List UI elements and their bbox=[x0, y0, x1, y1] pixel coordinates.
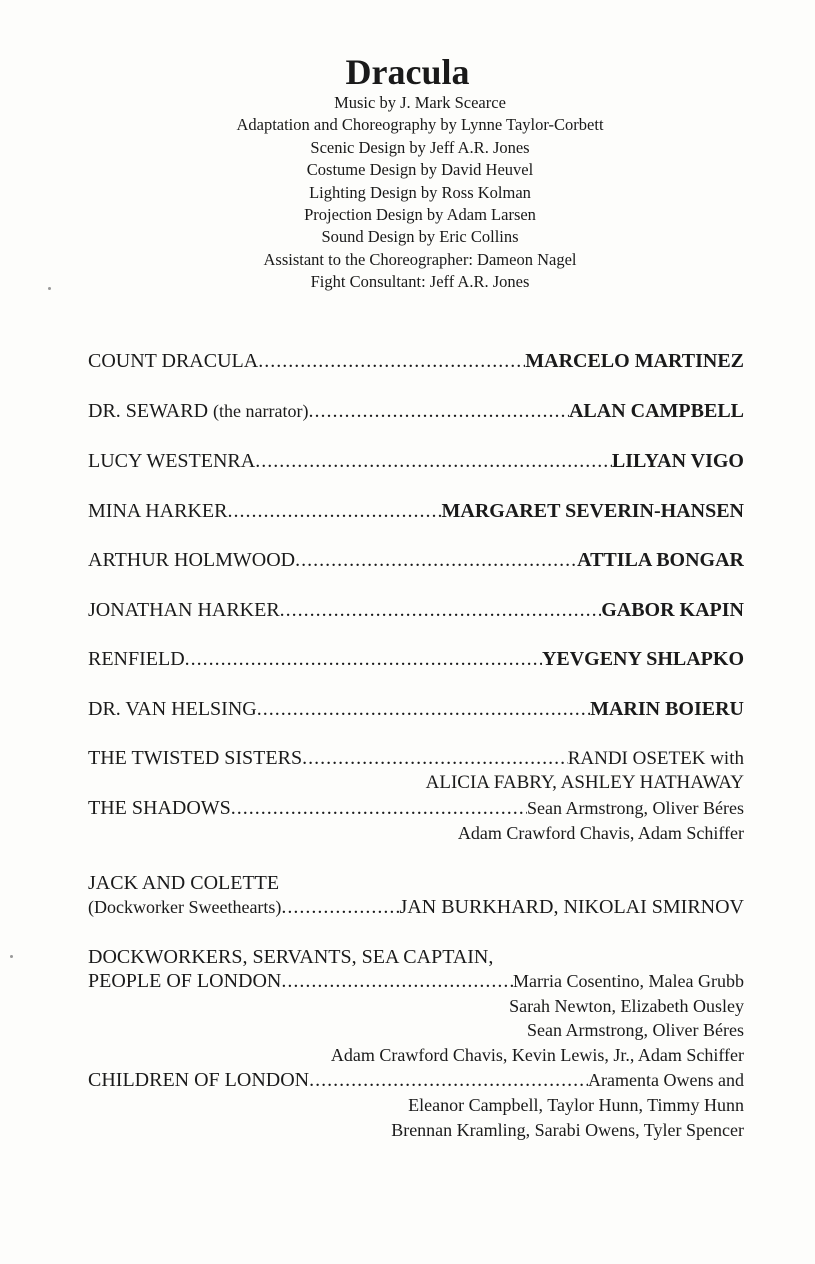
leader-dots bbox=[295, 549, 577, 572]
cast-actor: MARCELO MARTINEZ bbox=[525, 350, 744, 372]
leader-dots bbox=[231, 797, 527, 820]
credit-line: Fight Consultant: Jeff A.R. Jones bbox=[310, 272, 530, 292]
cast-role: JONATHAN HARKER bbox=[88, 599, 280, 621]
leader-dots bbox=[255, 450, 612, 473]
leader-dots bbox=[258, 350, 525, 373]
credit-line: Adaptation and Choreography by Lynne Taylor-Corbett bbox=[236, 115, 604, 135]
cast-row-shadows bbox=[88, 797, 744, 823]
cast-actor-continued: Adam Crawford Chavis, Kevin Lewis, Jr., Adam Schiffer bbox=[330, 1045, 744, 1065]
cast-row bbox=[88, 500, 744, 526]
cast-actor: YEVGENY SHLAPKO bbox=[541, 648, 744, 670]
cast-row bbox=[88, 400, 744, 426]
cast-row bbox=[88, 648, 744, 674]
cast-role: ARTHUR HOLMWOOD bbox=[88, 549, 296, 571]
cast-role: MINA HARKER bbox=[88, 500, 228, 522]
cast-row-twisted-sisters bbox=[88, 747, 744, 773]
cast-row bbox=[88, 450, 744, 476]
cast-actor: JAN BURKHARD, NIKOLAI SMIRNOV bbox=[399, 896, 744, 918]
scan-speck bbox=[48, 287, 51, 290]
cast-actor: RANDI OSETEK with bbox=[567, 748, 744, 769]
scan-speck bbox=[10, 955, 13, 958]
cast-actor: Aramenta Owens and bbox=[588, 1070, 744, 1090]
credit-line: Projection Design by Adam Larsen bbox=[304, 205, 536, 225]
cast-role: JACK AND COLETTE bbox=[88, 872, 280, 894]
cast-actor: GABOR KAPIN bbox=[601, 599, 744, 621]
cast-role bbox=[88, 400, 308, 423]
cast-actor: Sean Armstrong, Oliver Béres bbox=[527, 798, 744, 818]
cast-role: LUCY WESTENRA bbox=[88, 450, 256, 472]
cast-row-jack-colette bbox=[88, 896, 744, 922]
cast-role: THE TWISTED SISTERS bbox=[88, 747, 303, 769]
page-title: Dracula bbox=[345, 52, 470, 92]
cast-row bbox=[88, 698, 744, 724]
cast-actor: ALAN CAMPBELL bbox=[568, 400, 744, 422]
cast-row bbox=[88, 350, 744, 376]
leader-dots bbox=[227, 500, 441, 523]
leader-dots bbox=[257, 698, 590, 721]
leader-dots bbox=[280, 599, 602, 622]
cast-actor: LILYAN VIGO bbox=[611, 450, 744, 472]
cast-actor: MARGARET SEVERIN-HANSEN bbox=[441, 500, 744, 522]
credit-line: Music by J. Mark Scearce bbox=[334, 93, 506, 112]
credit-line: Scenic Design by Jeff A.R. Jones bbox=[310, 137, 530, 157]
cast-role-name: DR. SEWARD bbox=[88, 400, 209, 422]
cast-role: CHILDREN OF LONDON bbox=[88, 1069, 310, 1091]
credit-line: Costume Design by David Heuvel bbox=[306, 160, 534, 180]
cast-actor-continued: ALICIA FABRY, ASHLEY HATHAWAY bbox=[425, 772, 744, 793]
cast-row bbox=[88, 549, 744, 575]
cast-actor-continued: Eleanor Campbell, Taylor Hunn, Timmy Hunn bbox=[408, 1095, 744, 1115]
cast-role-note: (the narrator) bbox=[213, 401, 309, 421]
cast-actor: Marria Cosentino, Malea Grubb bbox=[513, 971, 744, 991]
credit-line: Sound Design by Eric Collins bbox=[321, 227, 519, 247]
cast-actor: MARIN BOIERU bbox=[590, 698, 744, 720]
leader-dots bbox=[281, 970, 513, 993]
credit-line: Lighting Design by Ross Kolman bbox=[309, 182, 531, 202]
cast-role: THE SHADOWS bbox=[88, 797, 231, 819]
leader-dots bbox=[309, 1069, 588, 1092]
cast-actor-continued: Adam Crawford Chavis, Adam Schiffer bbox=[457, 823, 744, 843]
cast-role: COUNT DRACULA bbox=[88, 350, 259, 372]
leader-dots bbox=[308, 400, 569, 423]
cast-actor: ATTILA BONGAR bbox=[577, 549, 744, 571]
credit-line: Assistant to the Choreographer: Dameon Nagel bbox=[263, 249, 577, 269]
cast-row-children bbox=[88, 1069, 744, 1095]
cast-actor-continued: Sean Armstrong, Oliver Béres bbox=[527, 1020, 744, 1040]
cast-role-note: (Dockworker Sweethearts) bbox=[88, 897, 282, 917]
cast-row-dockworkers bbox=[88, 970, 744, 996]
cast-role: DOCKWORKERS, SERVANTS, SEA CAPTAIN, bbox=[88, 946, 494, 968]
cast-role: PEOPLE OF LONDON bbox=[88, 970, 282, 992]
production-credits bbox=[0, 92, 815, 294]
cast-role: RENFIELD bbox=[88, 648, 185, 670]
cast-role: DR. VAN HELSING bbox=[88, 698, 257, 720]
leader-dots bbox=[302, 747, 568, 770]
leader-dots bbox=[185, 648, 542, 671]
cast-row bbox=[88, 599, 744, 625]
leader-dots bbox=[281, 896, 399, 919]
cast-actor-continued: Sarah Newton, Elizabeth Ousley bbox=[509, 996, 744, 1016]
cast-actor-continued: Brennan Kramling, Sarabi Owens, Tyler Spencer bbox=[391, 1120, 744, 1140]
